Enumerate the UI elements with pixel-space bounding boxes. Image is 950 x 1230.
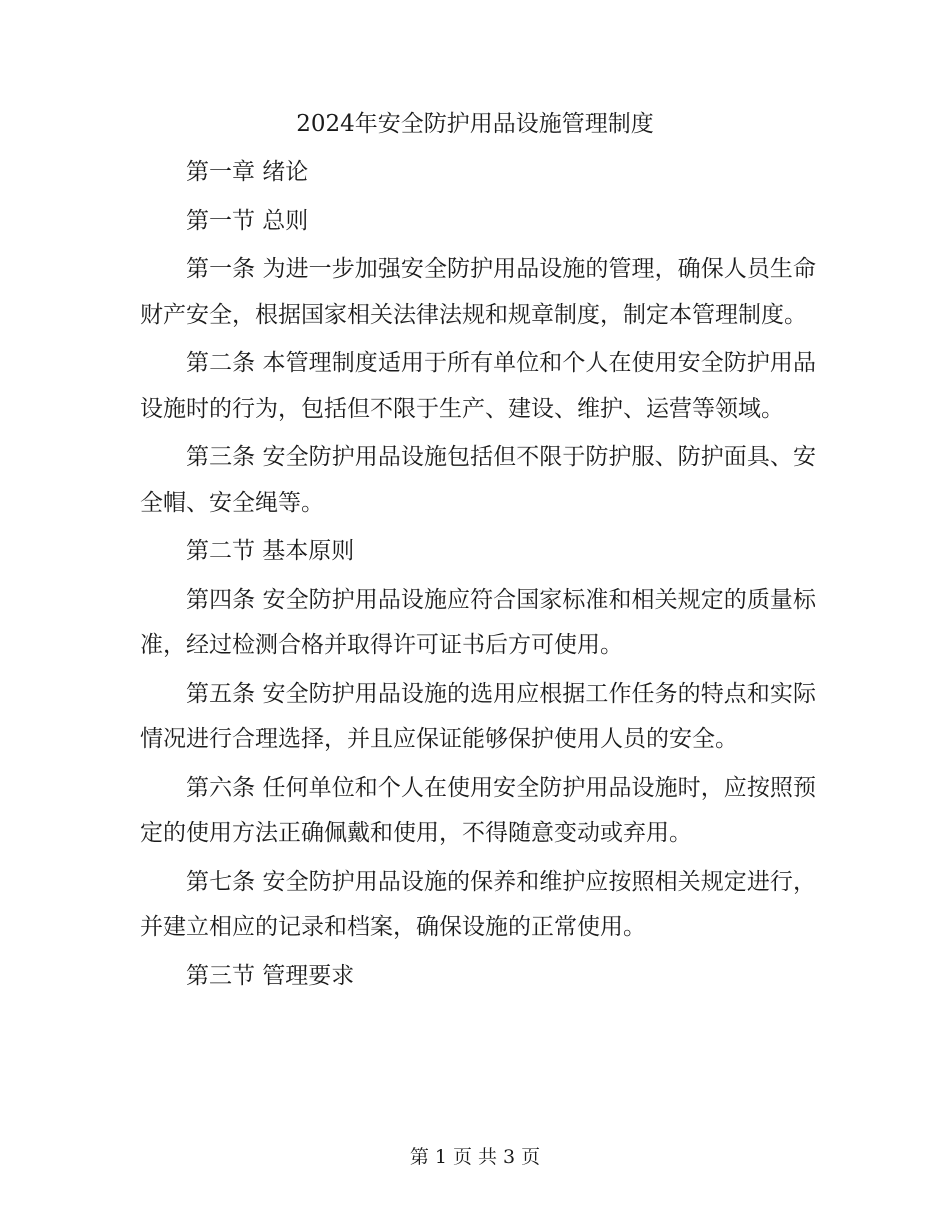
article-paragraph: 第二条 本管理制度适用于所有单位和个人在使用安全防护用品设施时的行为，包括但不限于生产、建设、维护、运营等领域。 xyxy=(140,350,816,422)
section-heading: 第一节 总则 xyxy=(186,207,309,234)
article-paragraph: 第一条 为进一步加强安全防护用品设施的管理，确保人员生命财产安全，根据国家相关法律法规和规章制度，制定本管理制度。 xyxy=(140,256,816,328)
article-paragraph: 第三条 安全防护用品设施包括但不限于防护服、防护面具、安全帽、安全绳等。 xyxy=(140,444,816,516)
page-number-footer: 第 1 页 共 3 页 xyxy=(409,1146,541,1168)
section-heading: 第三节 管理要求 xyxy=(186,962,355,989)
article-paragraph: 第四条 安全防护用品设施应符合国家标准和相关规定的质量标准，经过检测合格并取得许可证书后方可使用。 xyxy=(140,586,816,658)
document-body xyxy=(140,150,816,1002)
document-title: 2024年安全防护用品设施管理制度 xyxy=(296,111,654,137)
article-paragraph: 第六条 任何单位和个人在使用安全防护用品设施时，应按照预定的使用方法正确佩戴和使用，不得随意变动或弃用。 xyxy=(140,774,816,846)
article-paragraph: 第五条 安全防护用品设施的选用应根据工作任务的特点和实际情况进行合理选择，并且应保证能够保护使用人员的安全。 xyxy=(140,680,816,752)
chapter-heading: 第一章 绪论 xyxy=(186,159,309,185)
section-heading: 第二节 基本原则 xyxy=(186,538,355,564)
article-paragraph: 第七条 安全防护用品设施的保养和维护应按照相关规定进行，并建立相应的记录和档案，确保设施的正常使用。 xyxy=(140,868,816,940)
